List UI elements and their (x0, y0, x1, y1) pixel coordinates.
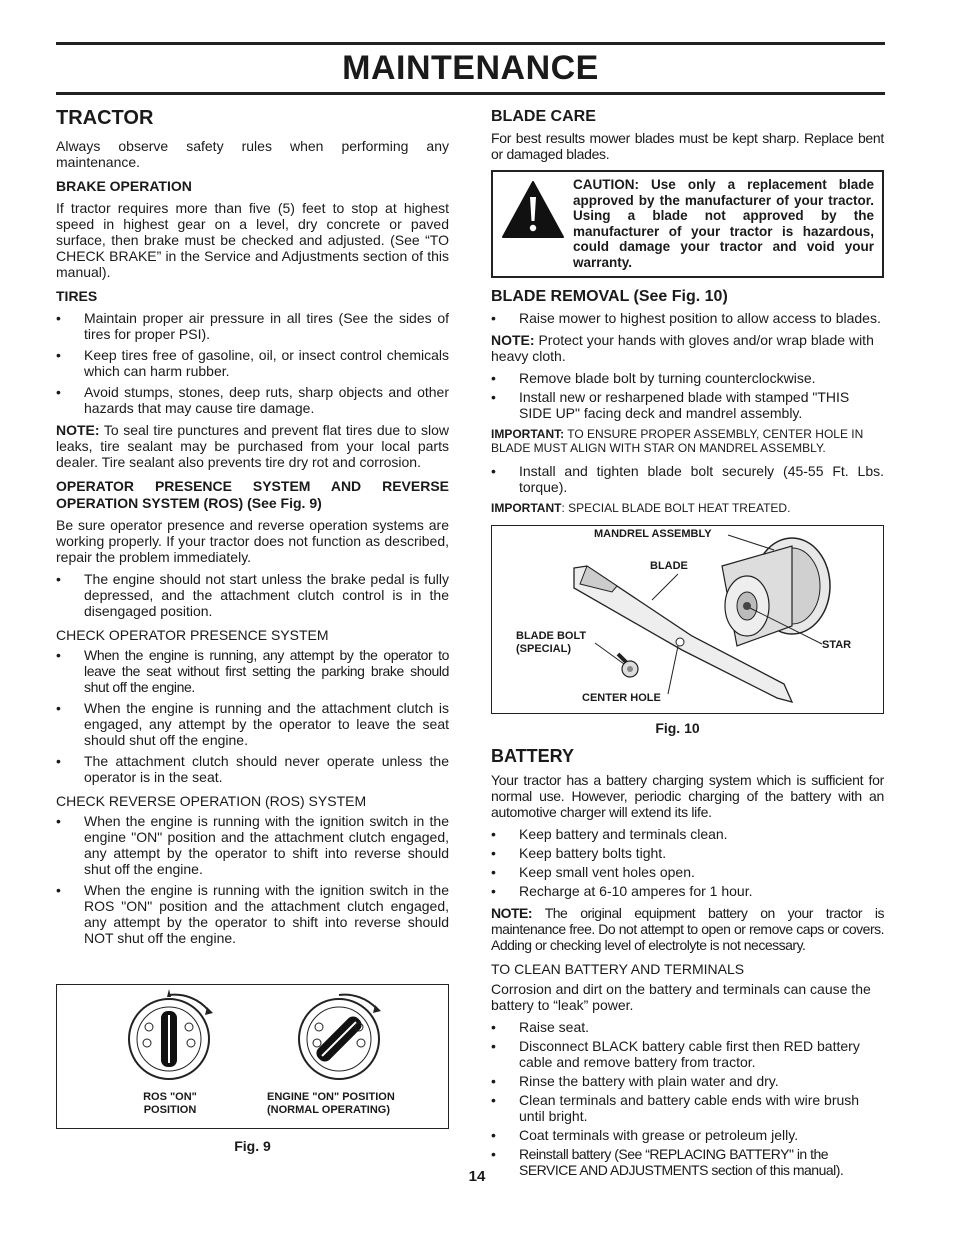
ops-heading: OPERATOR PRESENCE SYSTEM AND REVERSE OPERATION SYSTEM (ROS) (See Fig. 9) (56, 478, 449, 511)
tractor-heading: TRACTOR (56, 107, 154, 129)
list-item: • Remove blade bolt by turning counterclockwise. (491, 370, 884, 386)
list-item: • Rinse the battery with plain water and dry. (491, 1073, 884, 1089)
ros-label (135, 1091, 205, 1117)
note-label: NOTE: (56, 422, 100, 438)
engine-label-line1: ENGINE "ON" POSITION (267, 1091, 395, 1103)
engine-label (267, 1091, 395, 1117)
list-item: • Disconnect BLACK battery cable first then RED battery cable and remove battery from tractor. (491, 1038, 884, 1070)
list-item: • Maintain proper air pressure in all tires (See the sides of tires for proper PSI). (56, 310, 449, 342)
list-item: • Clean terminals and battery cable ends with wire brush until bright. (491, 1092, 884, 1124)
list-item: • Install and tighten blade bolt securely (45-55 Ft. Lbs. torque). (491, 463, 884, 495)
list-item: • Install new or resharpened blade with stamped "THIS SIDE UP" facing deck and mandrel assembly. (491, 389, 884, 421)
blade-label: BLADE (650, 559, 688, 572)
bolt-icon (618, 654, 638, 677)
figure-9-caption: Fig. 9 (234, 1138, 271, 1154)
note-label: NOTE: (491, 904, 533, 921)
list-item: • The engine should not start unless the brake pedal is fully depressed, and the attachment clutch control is in the disengaged position. (56, 571, 449, 619)
right-column (491, 106, 884, 1184)
list-item: • The attachment clutch should never operate unless the operator is in the seat. (56, 753, 449, 785)
blade-assembly-diagram (492, 526, 883, 713)
bolt-label-line2: (SPECIAL) (516, 642, 571, 655)
list-item: • Keep small vent holes open. (491, 864, 884, 880)
important-2 (491, 501, 884, 515)
engine-label-line2: (NORMAL OPERATING) (267, 1104, 391, 1116)
blade-care-heading: BLADE CARE (491, 108, 596, 125)
figure-10 (491, 525, 884, 714)
list-item: • Keep battery and terminals clean. (491, 826, 884, 842)
tires-heading: TIRES (56, 288, 98, 304)
bolt-label-line1: BLADE BOLT (516, 629, 587, 642)
ros-label-line1: ROS "ON" (143, 1091, 197, 1103)
clean-battery-heading: TO CLEAN BATTERY AND TERMINALS (491, 960, 745, 977)
note-text: The original equipment battery on your tractor is maintenance free. Do not attempt to open or remove caps or covers. Adding or checking level of electrolyte is not necessary. (491, 904, 884, 953)
ros-switch-icon (129, 989, 213, 1079)
list-item: • When the engine is running and the attachment clutch is engaged, any attempt by the operator to leave the seat should shut off the engine. (56, 700, 449, 748)
list-item: • Raise seat. (491, 1019, 884, 1035)
battery-list (491, 826, 884, 899)
blade-removal-note (491, 332, 884, 364)
battery-text: Your tractor has a battery charging system which is sufficient for normal use. However, periodic charging of the battery with an automotive charger will extend its life. (491, 771, 884, 820)
ops-text: Be sure operator presence and reverse operation systems are working properly. If your tractor does not function as described, repair the problem immediately. (56, 517, 449, 565)
blade-removal-list-2 (491, 370, 884, 421)
bolt-label (516, 630, 586, 656)
note-label: NOTE: (491, 331, 535, 348)
important-text: : SPECIAL BLADE BOLT HEAT TREATED. (561, 500, 791, 515)
figure-9 (56, 984, 449, 1129)
warning-icon (501, 179, 565, 241)
engine-switch-icon (299, 995, 381, 1079)
important-text: TO ENSURE PROPER ASSEMBLY, CENTER HOLE IN BLADE MUST ALIGN WITH STAR ON MANDREL ASSEMBLY. (491, 426, 864, 455)
list-item: • Keep tires free of gasoline, oil, or insect control chemicals which can harm rubber. (56, 347, 449, 379)
tires-list (56, 310, 449, 416)
important-label: IMPORTANT (491, 500, 562, 515)
page-title: MAINTENANCE (342, 49, 599, 87)
ops-list (56, 571, 449, 619)
note-text: Protect your hands with gloves and/or wrap blade with heavy cloth. (491, 331, 874, 364)
page-number: 14 (468, 1168, 486, 1185)
blade-removal-heading: BLADE REMOVAL (See Fig. 10) (491, 287, 728, 305)
brake-text: If tractor requires more than five (5) feet to stop at highest speed in highest gear on a level, dry concrete or paved surface, then brake must be checked and adjusted. (See “TO CHECK BRAKE” in the Service and Adjustments section of this manual). (56, 200, 449, 280)
clean-battery-list (491, 1019, 884, 1178)
presence-list (56, 647, 449, 785)
caution-box (491, 170, 884, 278)
important-1 (491, 427, 884, 455)
tires-note (56, 422, 449, 470)
list-item: • When the engine is running with the ignition switch in the engine "ON" position and the attachment clutch engaged, any attempt by the operator to shift into reverse should shut off the engine. (56, 813, 449, 877)
mandrel-icon (722, 538, 830, 646)
list-item: • When the engine is running with the ignition switch in the ROS "ON" position and the attachment clutch engaged, any attempt by the operator to shift into reverse should NOT shut off the engine. (56, 882, 449, 946)
list-item: • Reinstall battery (See “REPLACING BATTERY" in the SERVICE AND ADJUSTMENTS section of this manual). (491, 1146, 884, 1178)
title-rule (56, 92, 885, 95)
list-item: • When the engine is running, any attempt by the operator to leave the seat without first setting the parking brake should shut off the engine. (56, 647, 449, 695)
list-item: • Coat terminals with grease or petroleum jelly. (491, 1127, 884, 1143)
tractor-intro: Always observe safety rules when performing any maintenance. (56, 138, 449, 170)
mandrel-label: MANDREL ASSEMBLY (594, 527, 712, 540)
battery-note (491, 905, 884, 953)
important-label: IMPORTANT: (491, 426, 565, 441)
note-text: To seal tire punctures and prevent flat tires due to slow leaks, tire sealant may be purchased from your local parts dealer. Tire sealant also prevents tire dry rot and corrosion. (56, 422, 449, 470)
caution-text: CAUTION: Use only a replacement blade approved by the manufacturer of your tractor. Using a blade not approved by the manufacturer of your tractor is hazardous, could damage your tractor and void your warranty. (573, 177, 874, 270)
brake-heading: BRAKE OPERATION (56, 178, 192, 194)
battery-heading: BATTERY (491, 745, 574, 766)
list-item: • Raise mower to highest position to allow access to blades. (491, 310, 884, 326)
blade-removal-list-1 (491, 310, 884, 326)
list-item: • Keep battery bolts tight. (491, 845, 884, 861)
list-item: • Recharge at 6-10 amperes for 1 hour. (491, 883, 884, 899)
figure-10-caption: Fig. 10 (655, 719, 700, 736)
center-hole-label: CENTER HOLE (582, 691, 661, 704)
blade-removal-list-3 (491, 463, 884, 495)
left-column (56, 106, 449, 952)
top-rule (56, 42, 885, 45)
check-presence-heading: CHECK OPERATOR PRESENCE SYSTEM (56, 627, 329, 643)
star-label: STAR (822, 638, 852, 651)
clean-battery-text: Corrosion and dirt on the battery and terminals can cause the battery to “leak” power. (491, 980, 871, 1013)
ros-label-line2: POSITION (143, 1104, 197, 1116)
check-ros-heading: CHECK REVERSE OPERATION (ROS) SYSTEM (56, 793, 367, 809)
blade-care-text: For best results mower blades must be kept sharp. Replace bent or damaged blades. (491, 130, 884, 162)
ros-list (56, 813, 449, 946)
list-item: • Avoid stumps, stones, deep ruts, sharp objects and other hazards that may cause tire damage. (56, 384, 449, 416)
